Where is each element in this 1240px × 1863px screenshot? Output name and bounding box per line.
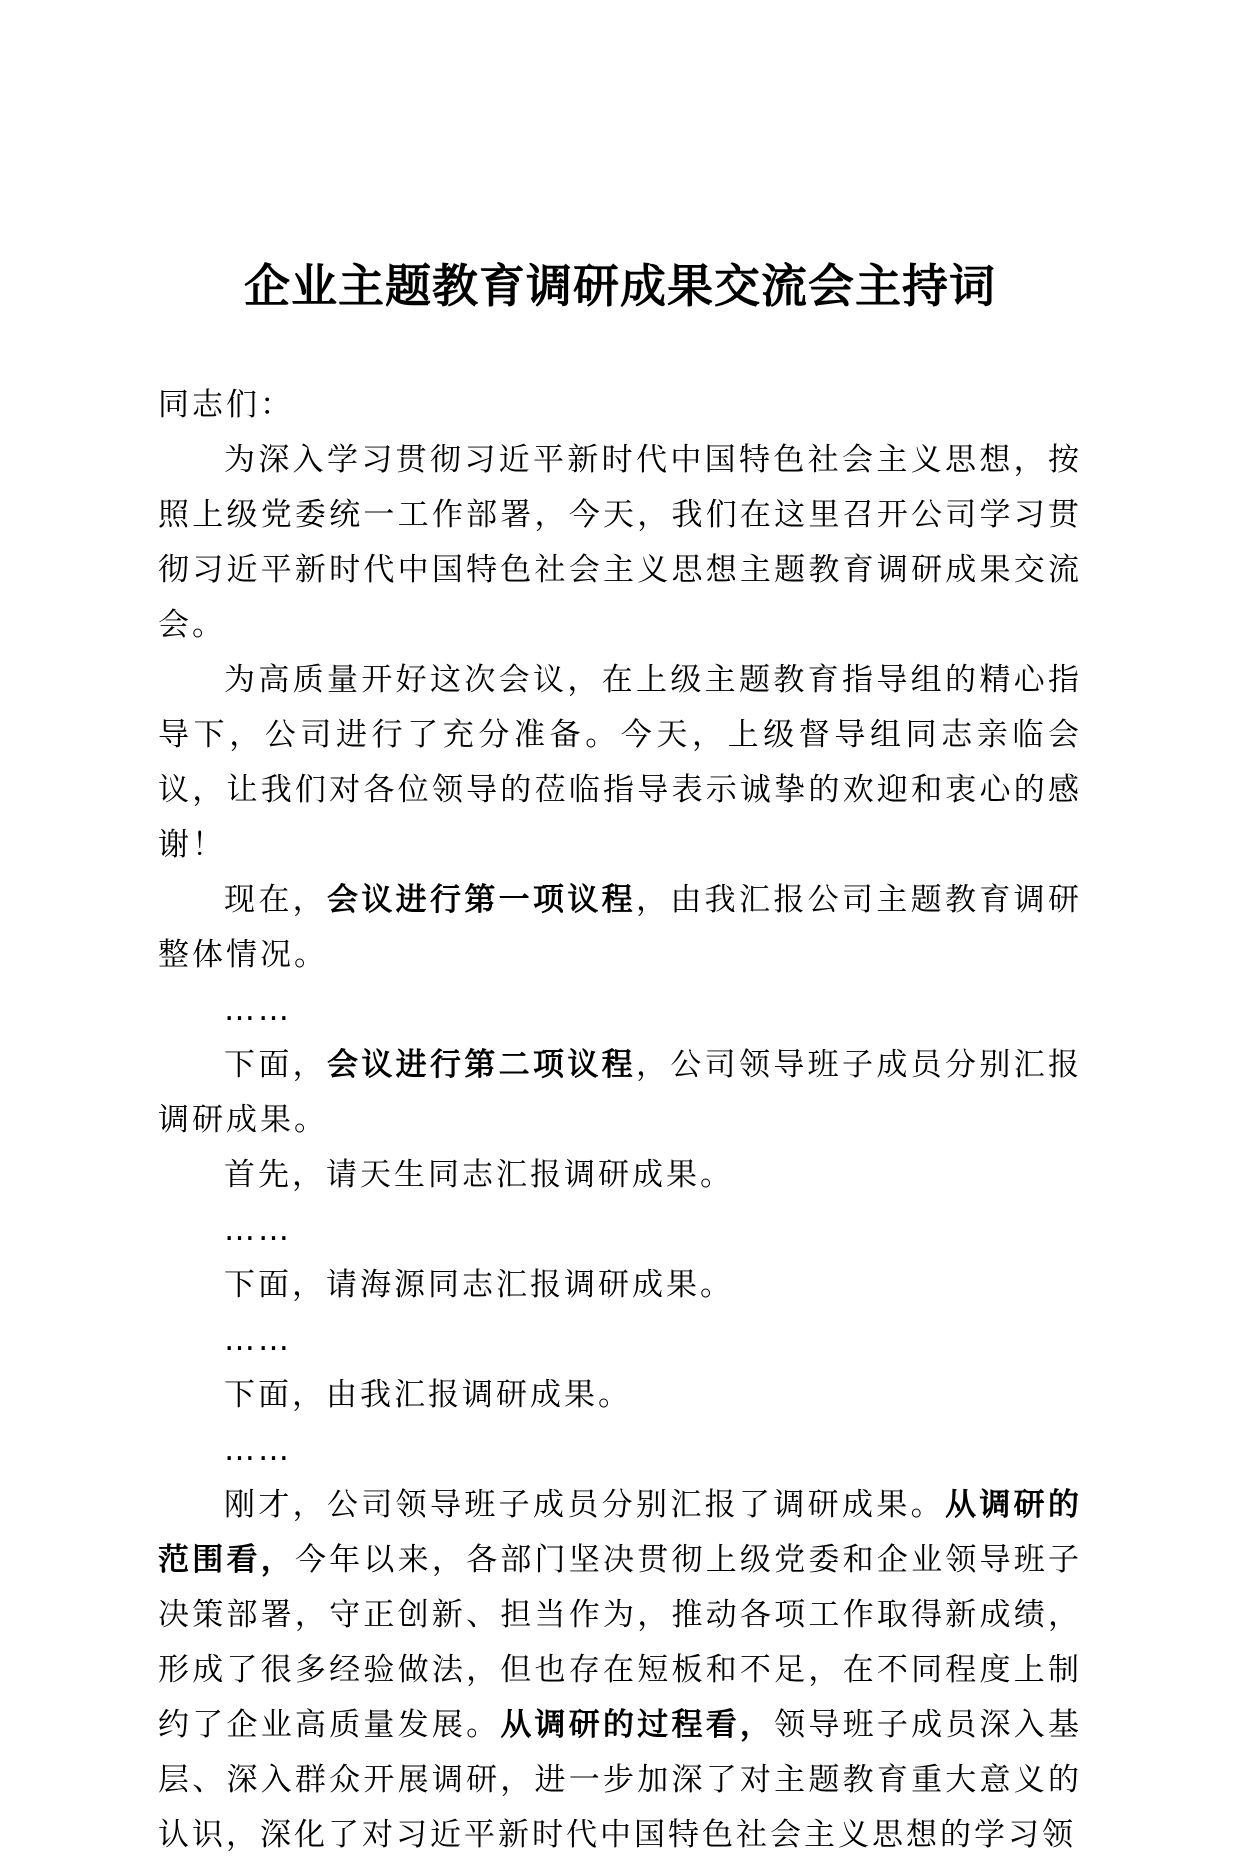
ellipsis-3: ……	[224, 1322, 292, 1358]
greeting: 同志们：	[158, 387, 294, 423]
paragraph-first-report: 首先，请天生同志汇报调研成果。	[224, 1157, 734, 1193]
agenda-one-post: ，由我汇报公司主题教育调研整体情况。	[158, 882, 1082, 973]
ellipsis-1: ……	[224, 992, 292, 1028]
agenda-two-post: ，公司领导班子成员分别汇报调研成果。	[158, 1047, 1082, 1138]
summary-s2: 今年以来，各部门坚决贯彻上级党委和企业领导班子决策部署，守正创新、担当作为，推动各项工作取得新成绩，形成了很多经验做法，但也存在短板和不足，在不同程度上制约了企业高质量发展。	[158, 1542, 1083, 1743]
summary-bold-process: 从调研的过程看，	[500, 1707, 775, 1743]
summary-s1: 刚才，公司领导班子成员分别汇报了调研成果。	[224, 1487, 945, 1523]
agenda-two-bold: 会议进行第二项议程	[327, 1047, 636, 1083]
paragraph-third-report: 下面，由我汇报调研成果。	[224, 1377, 632, 1413]
ellipsis-4: ……	[224, 1432, 292, 1468]
paragraph-second-report: 下面，请海源同志汇报调研成果。	[224, 1267, 734, 1303]
agenda-two-pre: 下面，	[224, 1047, 327, 1083]
paragraph-welcome: 为高质量开好这次会议，在上级主题教育指导组的精心指导下，公司进行了充分准备。今天，上级督导组同志亲临会议，让我们对各位领导的莅临指导表示诚挚的欢迎和衷心的感谢！	[158, 662, 1082, 863]
document-title: 企业主题教育调研成果交流会主持词	[244, 259, 996, 313]
ellipsis-2: ……	[224, 1212, 292, 1248]
paragraph-agenda-one	[158, 873, 1082, 983]
paragraph-agenda-two	[158, 1038, 1082, 1148]
summary-bold-scope: 从调研的范围看，	[158, 1487, 1082, 1578]
paragraph-summary	[158, 1478, 1082, 1863]
agenda-one-bold: 会议进行第一项议程	[327, 882, 636, 918]
agenda-one-pre: 现在，	[224, 882, 327, 918]
document-body	[158, 378, 1082, 1863]
paragraph-intro: 为深入学习贯彻习近平新时代中国特色社会主义思想，按照上级党委统一工作部署，今天，我们在这里召开公司学习贯彻习近平新时代中国特色社会主义思想主题教育调研成果交流会。	[158, 442, 1082, 643]
summary-s3: 领导班子成员深入基层、深入群众开展调研，进一步加深了对主题教育重大意义的认识，深化了对习近平新时代中国特色社会主义思想的学习领	[158, 1707, 1083, 1853]
